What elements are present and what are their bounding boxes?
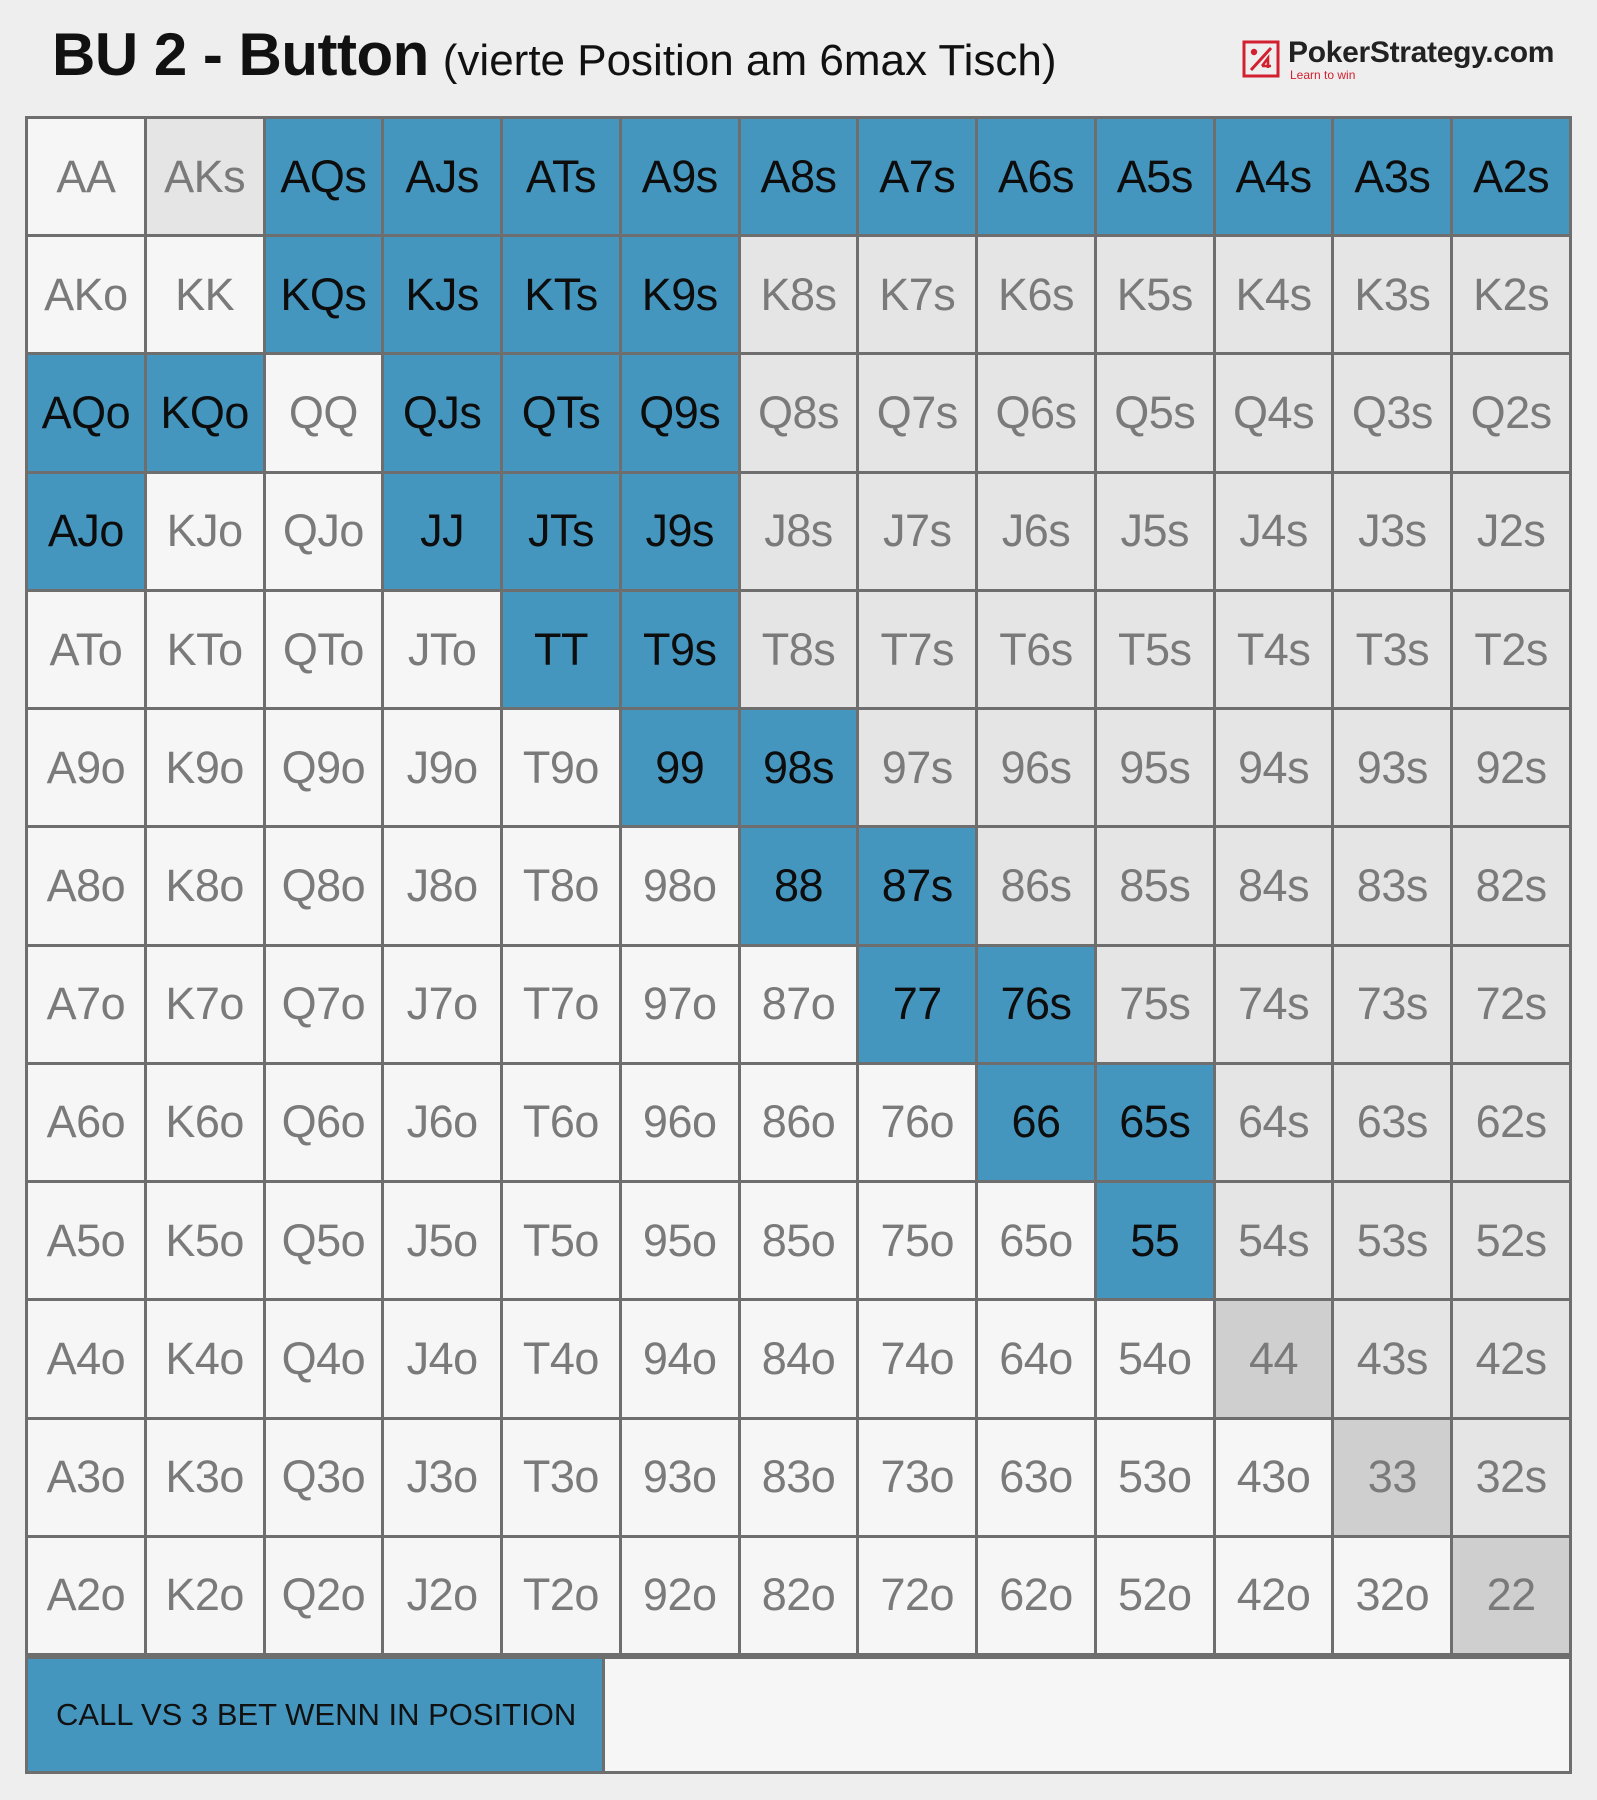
hand-cell-65s: 65s [1097,1065,1213,1180]
hand-cell-75o: 75o [859,1183,975,1298]
hand-cell-Q5o: Q5o [266,1183,382,1298]
legend-call-key: CALL VS 3 BET WENN IN POSITION [28,1659,602,1771]
hand-cell-Q6o: Q6o [266,1065,382,1180]
hand-cell-33: 33 [1334,1420,1450,1535]
hand-cell-62o: 62o [978,1538,1094,1653]
hand-cell-85s: 85s [1097,828,1213,943]
hand-cell-86o: 86o [741,1065,857,1180]
hand-cell-ATs: ATs [503,119,619,234]
hand-cell-T9s: T9s [622,592,738,707]
hand-cell-K8o: K8o [147,828,263,943]
hand-cell-A7o: A7o [28,947,144,1062]
hand-cell-95s: 95s [1097,710,1213,825]
hand-cell-72o: 72o [859,1538,975,1653]
hand-cell-J8o: J8o [384,828,500,943]
hand-cell-93s: 93s [1334,710,1450,825]
hand-cell-J2o: J2o [384,1538,500,1653]
hand-cell-94s: 94s [1216,710,1332,825]
hand-cell-A3o: A3o [28,1420,144,1535]
hand-cell-T9o: T9o [503,710,619,825]
title-main: BU 2 - Button [52,21,429,88]
hand-cell-52o: 52o [1097,1538,1213,1653]
hand-cell-92o: 92o [622,1538,738,1653]
hand-cell-KJs: KJs [384,237,500,352]
hand-cell-T6o: T6o [503,1065,619,1180]
hand-cell-54o: 54o [1097,1301,1213,1416]
hand-cell-K5s: K5s [1097,237,1213,352]
hand-cell-77: 77 [859,947,975,1062]
hand-cell-K6o: K6o [147,1065,263,1180]
hand-cell-84s: 84s [1216,828,1332,943]
hand-cell-95o: 95o [622,1183,738,1298]
hand-cell-K7o: K7o [147,947,263,1062]
hand-cell-A2o: A2o [28,1538,144,1653]
hand-cell-63s: 63s [1334,1065,1450,1180]
hand-cell-82o: 82o [741,1538,857,1653]
percent-logo-icon [1242,40,1280,78]
hand-cell-A8s: A8s [741,119,857,234]
hand-cell-KQs: KQs [266,237,382,352]
hand-cell-T7o: T7o [503,947,619,1062]
hand-cell-J4s: J4s [1216,474,1332,589]
hand-cell-22: 22 [1453,1538,1569,1653]
hand-cell-QJs: QJs [384,355,500,470]
hand-cell-98o: 98o [622,828,738,943]
hand-cell-T3s: T3s [1334,592,1450,707]
hand-cell-T4o: T4o [503,1301,619,1416]
hand-cell-J7o: J7o [384,947,500,1062]
hand-cell-A6o: A6o [28,1065,144,1180]
hand-cell-65o: 65o [978,1183,1094,1298]
hand-cell-A3s: A3s [1334,119,1450,234]
hand-cell-87s: 87s [859,828,975,943]
hand-cell-JTs: JTs [503,474,619,589]
hand-cell-Q2o: Q2o [266,1538,382,1653]
hand-cell-84o: 84o [741,1301,857,1416]
hand-cell-K9s: K9s [622,237,738,352]
hand-cell-72s: 72s [1453,947,1569,1062]
hand-cell-99: 99 [622,710,738,825]
hand-cell-Q9s: Q9s [622,355,738,470]
page-title [52,18,1057,108]
hand-cell-Q7o: Q7o [266,947,382,1062]
hand-cell-A9o: A9o [28,710,144,825]
hand-cell-52s: 52s [1453,1183,1569,1298]
hand-cell-97o: 97o [622,947,738,1062]
hand-cell-64s: 64s [1216,1065,1332,1180]
hand-cell-J6s: J6s [978,474,1094,589]
hand-cell-JTo: JTo [384,592,500,707]
hand-cell-A5o: A5o [28,1183,144,1298]
hand-cell-K4s: K4s [1216,237,1332,352]
hand-cell-T7s: T7s [859,592,975,707]
hand-cell-J5o: J5o [384,1183,500,1298]
hand-cell-K8s: K8s [741,237,857,352]
hand-cell-85o: 85o [741,1183,857,1298]
hand-cell-55: 55 [1097,1183,1213,1298]
hand-cell-K7s: K7s [859,237,975,352]
hand-cell-KTo: KTo [147,592,263,707]
hand-cell-83s: 83s [1334,828,1450,943]
hand-cell-J8s: J8s [741,474,857,589]
legend-empty [605,1659,1569,1771]
hand-cell-J2s: J2s [1453,474,1569,589]
logo-tagline: Learn to win [1290,68,1356,82]
hand-cell-76o: 76o [859,1065,975,1180]
hand-cell-KQo: KQo [147,355,263,470]
hand-cell-QQ: QQ [266,355,382,470]
hand-cell-J9s: J9s [622,474,738,589]
hand-cell-T8o: T8o [503,828,619,943]
hand-cell-A5s: A5s [1097,119,1213,234]
hand-cell-TT: TT [503,592,619,707]
hand-cell-Q8o: Q8o [266,828,382,943]
hand-cell-Q4s: Q4s [1216,355,1332,470]
hand-cell-ATo: ATo [28,592,144,707]
hand-cell-82s: 82s [1453,828,1569,943]
hand-cell-43s: 43s [1334,1301,1450,1416]
hand-cell-K9o: K9o [147,710,263,825]
hand-cell-Q3s: Q3s [1334,355,1450,470]
hand-cell-Q4o: Q4o [266,1301,382,1416]
hand-cell-A4o: A4o [28,1301,144,1416]
hand-cell-73o: 73o [859,1420,975,1535]
hand-cell-QJo: QJo [266,474,382,589]
hand-cell-AJs: AJs [384,119,500,234]
hand-cell-96s: 96s [978,710,1094,825]
hand-cell-A4s: A4s [1216,119,1332,234]
hand-cell-J3o: J3o [384,1420,500,1535]
pokerstrategy-logo [1242,34,1555,84]
hand-cell-96o: 96o [622,1065,738,1180]
hand-cell-K3s: K3s [1334,237,1450,352]
hand-cell-42s: 42s [1453,1301,1569,1416]
hand-cell-K3o: K3o [147,1420,263,1535]
hand-cell-K2s: K2s [1453,237,1569,352]
hand-cell-T6s: T6s [978,592,1094,707]
hand-cell-53s: 53s [1334,1183,1450,1298]
hand-cell-AQs: AQs [266,119,382,234]
hand-cell-AKs: AKs [147,119,263,234]
hand-cell-KK: KK [147,237,263,352]
hand-cell-AKo: AKo [28,237,144,352]
hand-cell-QTo: QTo [266,592,382,707]
hand-cell-AA: AA [28,119,144,234]
hand-cell-T5o: T5o [503,1183,619,1298]
hand-cell-76s: 76s [978,947,1094,1062]
hand-cell-87o: 87o [741,947,857,1062]
hand-cell-42o: 42o [1216,1538,1332,1653]
hand-cell-KJo: KJo [147,474,263,589]
hand-cell-Q7s: Q7s [859,355,975,470]
logo-name: PokerStrategy.com [1288,36,1555,69]
hand-cell-75s: 75s [1097,947,1213,1062]
hand-cell-J3s: J3s [1334,474,1450,589]
hand-cell-Q3o: Q3o [266,1420,382,1535]
hand-cell-62s: 62s [1453,1065,1569,1180]
hand-cell-K6s: K6s [978,237,1094,352]
header [0,0,1597,118]
title-subtitle: (vierte Position am 6max Tisch) [442,36,1057,85]
hand-cell-J4o: J4o [384,1301,500,1416]
hand-cell-T3o: T3o [503,1420,619,1535]
hand-cell-A6s: A6s [978,119,1094,234]
hand-cell-AQo: AQo [28,355,144,470]
legend [25,1656,1572,1774]
hand-cell-94o: 94o [622,1301,738,1416]
hand-cell-32s: 32s [1453,1420,1569,1535]
hand-cell-T8s: T8s [741,592,857,707]
hand-cell-74s: 74s [1216,947,1332,1062]
hand-cell-T4s: T4s [1216,592,1332,707]
hand-cell-JJ: JJ [384,474,500,589]
hand-cell-J7s: J7s [859,474,975,589]
hand-cell-J9o: J9o [384,710,500,825]
hand-cell-A2s: A2s [1453,119,1569,234]
hand-cell-AJo: AJo [28,474,144,589]
hand-cell-T2s: T2s [1453,592,1569,707]
hand-cell-44: 44 [1216,1301,1332,1416]
hand-cell-Q9o: Q9o [266,710,382,825]
hand-cell-73s: 73s [1334,947,1450,1062]
hand-cell-66: 66 [978,1065,1094,1180]
hand-cell-54s: 54s [1216,1183,1332,1298]
hand-cell-T5s: T5s [1097,592,1213,707]
hand-cell-K5o: K5o [147,1183,263,1298]
hand-cell-KTs: KTs [503,237,619,352]
hand-cell-J6o: J6o [384,1065,500,1180]
hand-cell-88: 88 [741,828,857,943]
hand-cell-A7s: A7s [859,119,975,234]
hand-cell-86s: 86s [978,828,1094,943]
hand-cell-Q8s: Q8s [741,355,857,470]
hand-cell-A8o: A8o [28,828,144,943]
hand-cell-93o: 93o [622,1420,738,1535]
hand-cell-Q5s: Q5s [1097,355,1213,470]
hand-cell-K2o: K2o [147,1538,263,1653]
hand-cell-Q2s: Q2s [1453,355,1569,470]
hand-cell-83o: 83o [741,1420,857,1535]
hand-cell-32o: 32o [1334,1538,1450,1653]
hand-cell-T2o: T2o [503,1538,619,1653]
hand-cell-43o: 43o [1216,1420,1332,1535]
hand-cell-97s: 97s [859,710,975,825]
hand-cell-J5s: J5s [1097,474,1213,589]
hand-cell-74o: 74o [859,1301,975,1416]
hand-cell-QTs: QTs [503,355,619,470]
hand-cell-K4o: K4o [147,1301,263,1416]
hand-cell-64o: 64o [978,1301,1094,1416]
hand-cell-63o: 63o [978,1420,1094,1535]
hand-cell-98s: 98s [741,710,857,825]
hand-cell-Q6s: Q6s [978,355,1094,470]
hand-cell-53o: 53o [1097,1420,1213,1535]
hand-cell-92s: 92s [1453,710,1569,825]
hand-cell-A9s: A9s [622,119,738,234]
hand-range-grid [25,116,1572,1656]
